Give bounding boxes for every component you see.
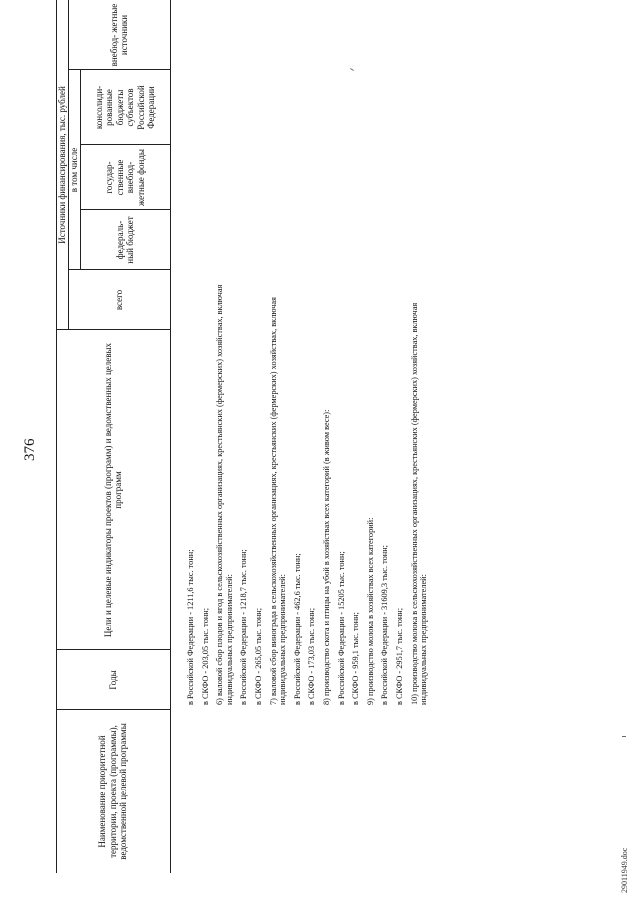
- text-line: 8) производство скота и птицы на убой в хозяйствах всех категорий (в живом весе):: [321, 409, 331, 705]
- text-line: 9) производство молока в хозяйствах всех категорий:: [365, 517, 375, 705]
- text-line: в СКФО - 265,05 тыс. тонн;: [253, 607, 263, 705]
- text-line: в Российской Федерации - 462,6 тыс. тонн;: [292, 553, 302, 705]
- col-divider-name-years: [56, 709, 170, 710]
- document-id: 29011949.doc: [620, 847, 629, 893]
- col-divider-years-goals: [56, 649, 170, 650]
- header-cell-years: Годы: [107, 670, 118, 690]
- col-divider-total: [68, 269, 170, 270]
- header-cell-name: Наименование приоритетной территории, проекта (программы), ведомственной целевой программы: [97, 723, 129, 860]
- text-line: в СКФО - 959,1 тыс. тонн;: [351, 612, 361, 705]
- header-cell-offbudget: внебюд- жетные источники: [108, 3, 129, 67]
- page-number: 376: [22, 438, 38, 461]
- header-cell-state-funds: государ- ственные внебюд- жетные фонды: [104, 149, 146, 206]
- goals-text-block: [186, 245, 434, 705]
- scan-speck: [350, 68, 354, 71]
- text-line: 7) валовой сбор винограда в сельскохозяйственных организациях, крестьянских (фермерских) хозяйствах, включая индивидуальных предпринимателей:: [268, 297, 288, 705]
- col-divider-federal: [80, 209, 170, 210]
- header-cell-federal: федераль- ный бюджет: [114, 216, 135, 264]
- table-header-bottom-border: [170, 0, 171, 873]
- col-divider-offbudget: [68, 69, 170, 70]
- including-row-bottom: [80, 70, 81, 270]
- col-divider-state-funds: [80, 144, 170, 145]
- scan-speck: [622, 736, 626, 737]
- text-line: в Российской Федерации - 31609,3 тыс. тонн;: [380, 545, 390, 705]
- text-line: в СКФО - 203,05 тыс. тонн;: [200, 607, 210, 705]
- text-line: в СКФО - 2951,7 тыс. тонн;: [394, 607, 404, 705]
- text-line: 10) производство молока в сельскохозяйственных организациях, крестьянских (фермерских) хозяйствах, включая индивидуальных предпринимателей:: [409, 302, 429, 705]
- header-cell-including: в том числе: [69, 147, 80, 193]
- text-line: в Российской Федерации - 15205 тыс. тонн;: [336, 551, 346, 705]
- text-line: 6) валовой сбор плодов и ягод в сельскохозяйственных организациях, крестьянских (фермерских) хозяйствах, включая индивидуальных предпринимателей:: [215, 284, 234, 705]
- col-divider-goals-funding: [56, 329, 170, 330]
- header-cell-consolidated: консолиди- рованные бюджеты субъектов Российской Федерации: [93, 85, 156, 130]
- header-cell-total: всего: [113, 289, 124, 311]
- text-line: в Российской Федерации - 1218,7 тыс. тонн;: [239, 549, 249, 705]
- header-cell-goals: Цели и целевые индикаторы проектов (программ) и ведомственных целевых программ: [102, 342, 123, 638]
- text-line: в СКФО - 173,03 тыс. тонн;: [307, 607, 317, 705]
- text-line: в Российской Федерации - 1211,6 тыс. тонн;: [186, 549, 195, 705]
- header-cell-funding-title: Источники финансирования, тыс. рублей: [57, 86, 68, 244]
